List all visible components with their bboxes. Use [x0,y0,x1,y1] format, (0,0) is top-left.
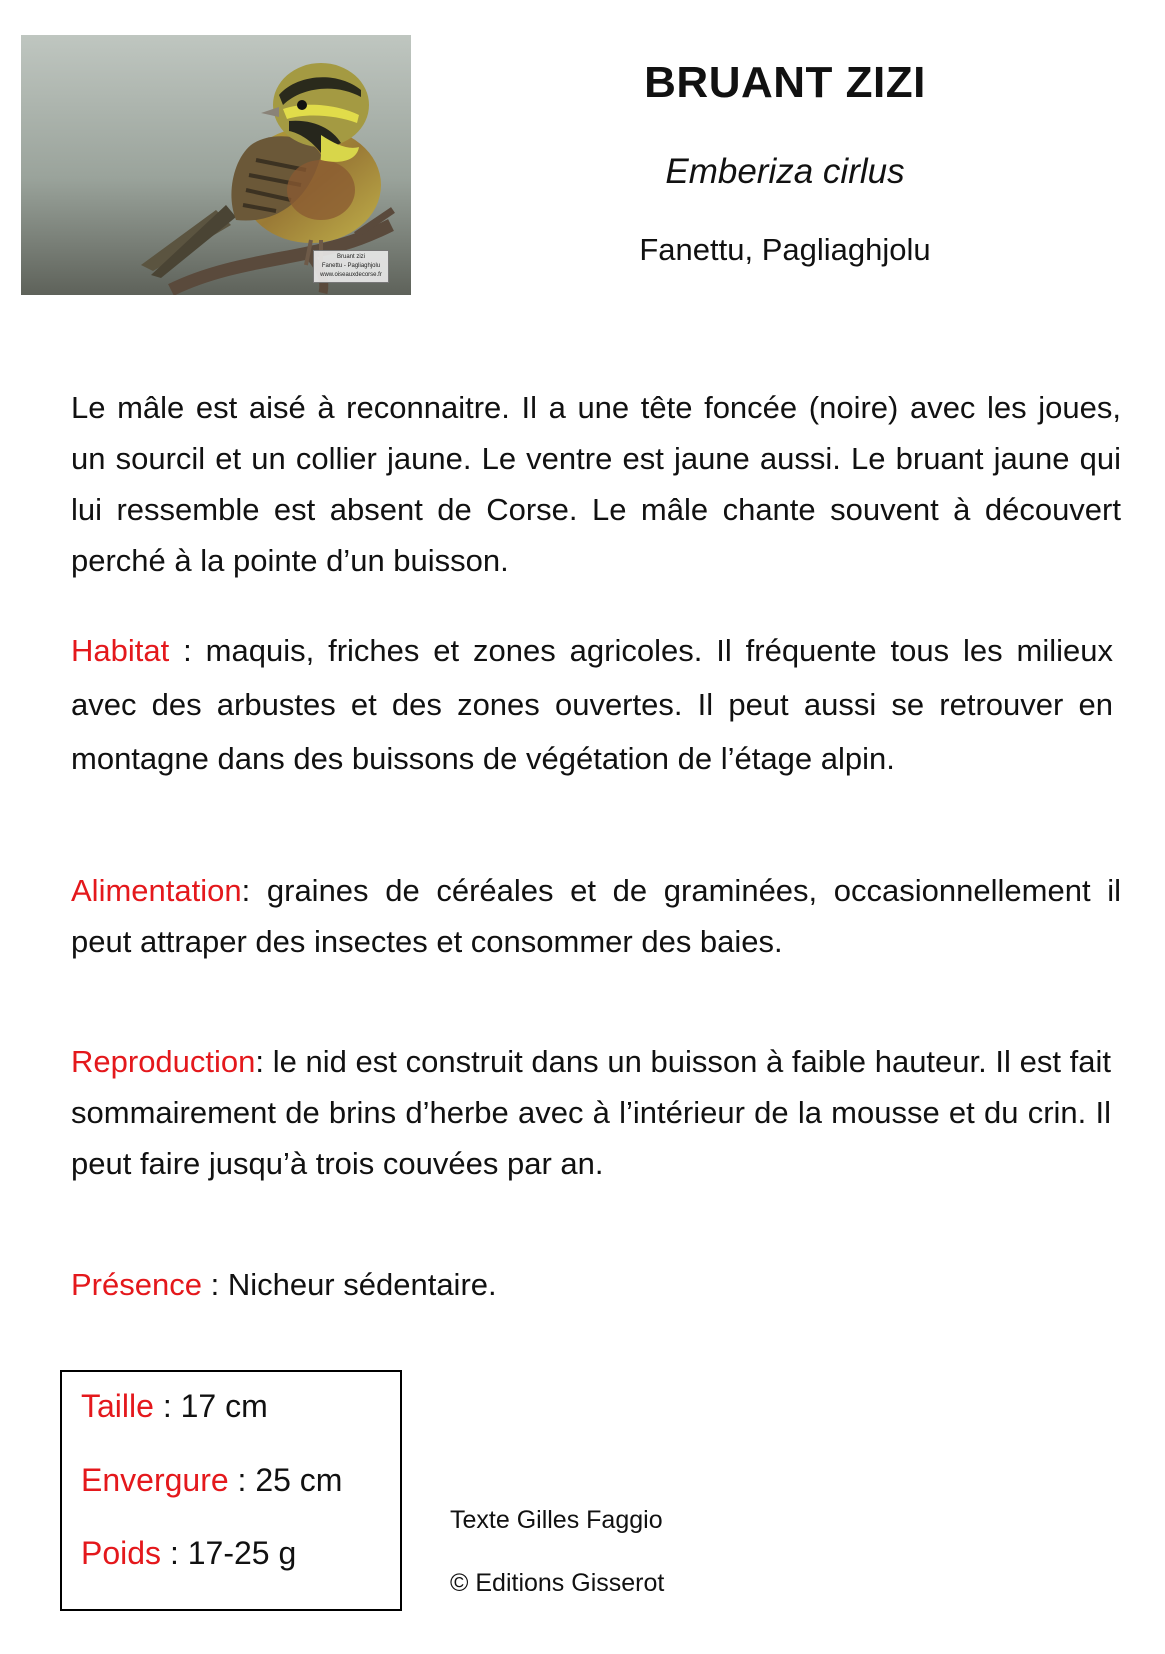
measurement-separator: : [161,1535,188,1571]
measurement-size [81,1388,268,1425]
reproduction-paragraph [71,1036,1111,1189]
presence-label: Présence [71,1267,202,1302]
page-title: BRUANT ZIZI [644,58,926,107]
habitat-separator: : [169,633,206,668]
latin-name: Emberiza cirlus [665,152,905,191]
measurements-box [60,1370,402,1611]
measurement-value: 25 cm [255,1462,343,1498]
reproduction-text: le nid est construit dans un buisson à faible hauteur. Il est fait sommairement de brins d’herbe avec à l’intérieur de la mousse et du crin. Il peut faire jusqu’à trois couvées par an. [71,1044,1111,1181]
measurement-separator: : [153,1388,181,1424]
habitat-paragraph [71,624,1113,786]
photo-caption-line: www.oiseauxdecorse.fr [320,272,382,278]
photo-caption-line: Fanettu - Pagliaghjolu [321,263,381,269]
reproduction-label: Reproduction [71,1044,256,1079]
measurement-weight [81,1535,296,1572]
measurement-value: 17-25 g [187,1535,297,1571]
measurement-label: Envergure [81,1462,229,1498]
photo-caption [313,250,389,283]
alimentation-label: Alimentation [71,873,242,908]
presence-text: Nicheur sédentaire. [227,1267,497,1302]
measurement-separator: : [228,1462,256,1498]
alimentation-paragraph [71,865,1121,967]
vernacular-names: Fanettu, Pagliaghjolu [639,232,931,267]
measurement-wingspan [81,1462,342,1499]
reproduction-separator: : [255,1044,273,1079]
measurement-label: Taille [81,1388,154,1424]
presence-paragraph [71,1259,1121,1310]
habitat-label: Habitat [71,633,170,668]
photo-caption-line: Bruant zizi [336,254,365,260]
measurement-value: 17 cm [180,1388,268,1424]
alimentation-text: graines de céréales et de graminées, occasionnellement il peut attraper des insectes et consommer des baies. [71,873,1122,959]
publisher-credit: © Editions Gisserot [450,1569,665,1597]
alimentation-separator: : [241,873,267,908]
presence-separator: : [201,1267,228,1302]
measurement-label: Poids [81,1535,162,1571]
author-credit: Texte Gilles Faggio [450,1506,663,1534]
bird-photo [21,35,411,295]
habitat-text: maquis, friches et zones agricoles. Il fréquente tous les milieux avec des arbustes et des zones ouvertes. Il peut aussi se retrouver en montagne dans des buissons de végétation de l’étage alpin. [71,633,1114,776]
intro-paragraph: Le mâle est aisé à reconnaitre. Il a une tête foncée (noire) avec les joues, un sourcil et un collier jaune. Le ventre est jaune aussi. Le bruant jaune qui lui ressemble est absent de Corse. Le mâle chante souvent à découvert perché à la pointe d’un buisson. [71,390,1121,578]
